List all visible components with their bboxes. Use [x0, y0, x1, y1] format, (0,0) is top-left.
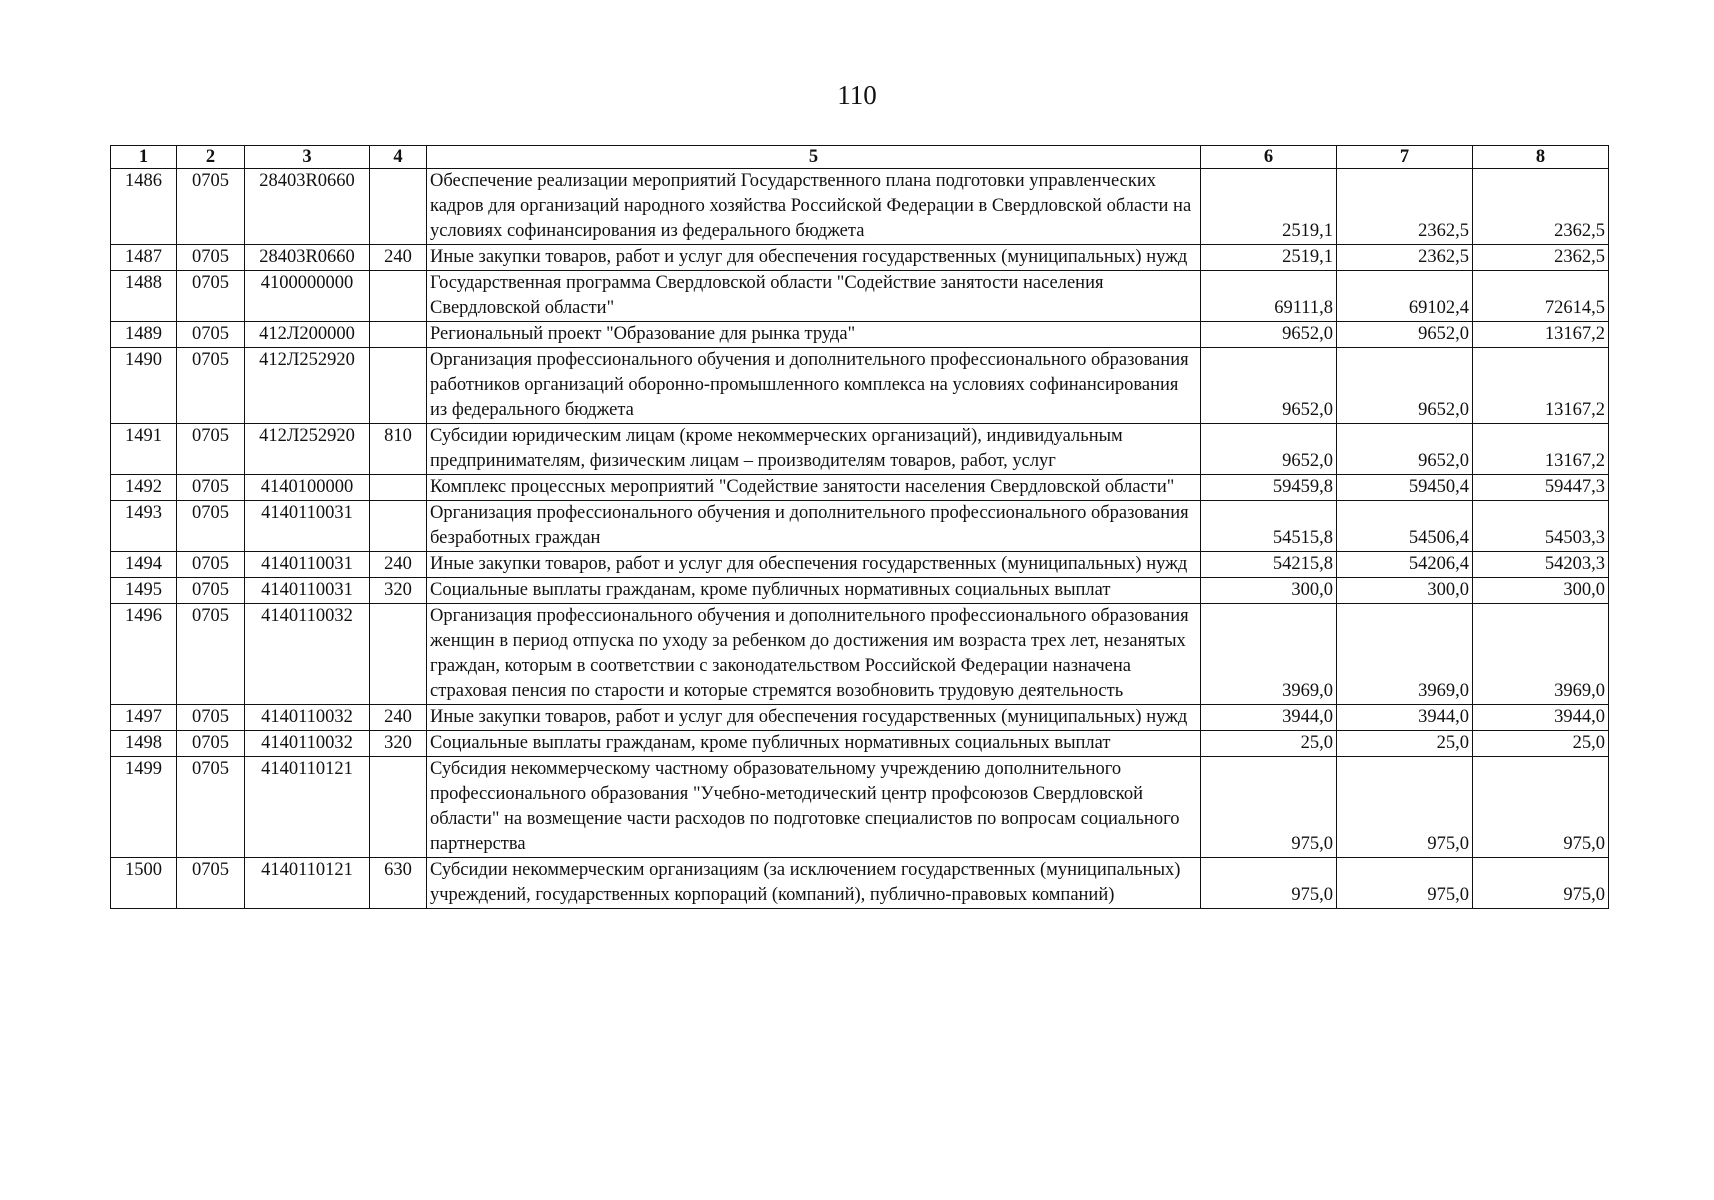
expense-type-code [370, 348, 427, 424]
row-description: Иные закупки товаров, работ и услуг для обеспечения государственных (муниципальных) нужд [427, 552, 1201, 578]
expense-type-code [370, 501, 427, 552]
row-description: Социальные выплаты гражданам, кроме публичных нормативных социальных выплат [427, 731, 1201, 757]
section-code: 0705 [177, 322, 245, 348]
target-article-code: 4140110032 [245, 604, 370, 705]
amount-col-8: 2362,5 [1473, 245, 1609, 271]
table-row [111, 731, 1609, 757]
amount-col-6: 54215,8 [1201, 552, 1337, 578]
amount-col-7: 2362,5 [1337, 169, 1473, 245]
amount-col-7: 300,0 [1337, 578, 1473, 604]
amount-col-6: 975,0 [1201, 858, 1337, 909]
row-description: Региональный проект "Образование для рынка труда" [427, 322, 1201, 348]
amount-col-7: 975,0 [1337, 757, 1473, 858]
amount-col-8: 59447,3 [1473, 475, 1609, 501]
budget-table [110, 145, 1609, 909]
row-number: 1497 [111, 705, 177, 731]
row-number: 1499 [111, 757, 177, 858]
row-description: Организация профессионального обучения и дополнительного профессионального образования безработных граждан [427, 501, 1201, 552]
expense-type-code: 320 [370, 578, 427, 604]
target-article-code: 28403R0660 [245, 169, 370, 245]
amount-col-8: 300,0 [1473, 578, 1609, 604]
amount-col-8: 975,0 [1473, 757, 1609, 858]
table-row [111, 475, 1609, 501]
expense-type-code [370, 169, 427, 245]
row-description: Государственная программа Свердловской области "Содействие занятости населения Свердловской области" [427, 271, 1201, 322]
target-article-code: 412Л252920 [245, 424, 370, 475]
row-description: Комплекс процессных мероприятий "Содействие занятости населения Свердловской области" [427, 475, 1201, 501]
row-number: 1494 [111, 552, 177, 578]
expense-type-code [370, 322, 427, 348]
amount-col-8: 3969,0 [1473, 604, 1609, 705]
column-header-8: 8 [1473, 146, 1609, 169]
amount-col-8: 54503,3 [1473, 501, 1609, 552]
column-header-7: 7 [1337, 146, 1473, 169]
section-code: 0705 [177, 169, 245, 245]
table-row [111, 424, 1609, 475]
amount-col-8: 13167,2 [1473, 348, 1609, 424]
expense-type-code [370, 757, 427, 858]
section-code: 0705 [177, 501, 245, 552]
table-row [111, 858, 1609, 909]
section-code: 0705 [177, 424, 245, 475]
target-article-code: 412Л252920 [245, 348, 370, 424]
row-description: Обеспечение реализации мероприятий Государственного плана подготовки управленческих кадров для организаций народного хозяйства Российской Федерации в Свердловской области на условиях софинансирования из федерального бюджета [427, 169, 1201, 245]
section-code: 0705 [177, 731, 245, 757]
amount-col-6: 9652,0 [1201, 322, 1337, 348]
target-article-code: 4140110031 [245, 552, 370, 578]
section-code: 0705 [177, 475, 245, 501]
amount-col-8: 3944,0 [1473, 705, 1609, 731]
amount-col-6: 2519,1 [1201, 245, 1337, 271]
row-number: 1488 [111, 271, 177, 322]
table-row [111, 604, 1609, 705]
header-row [111, 146, 1609, 169]
section-code: 0705 [177, 705, 245, 731]
row-number: 1490 [111, 348, 177, 424]
row-number: 1486 [111, 169, 177, 245]
amount-col-8: 975,0 [1473, 858, 1609, 909]
table-header [111, 146, 1609, 169]
amount-col-8: 13167,2 [1473, 322, 1609, 348]
amount-col-6: 25,0 [1201, 731, 1337, 757]
column-header-1: 1 [111, 146, 177, 169]
expense-type-code: 240 [370, 245, 427, 271]
amount-col-7: 9652,0 [1337, 348, 1473, 424]
target-article-code: 4140110032 [245, 705, 370, 731]
target-article-code: 4140110031 [245, 501, 370, 552]
amount-col-6: 9652,0 [1201, 424, 1337, 475]
page-number: 110 [837, 80, 877, 110]
amount-col-8: 13167,2 [1473, 424, 1609, 475]
section-code: 0705 [177, 604, 245, 705]
row-description: Иные закупки товаров, работ и услуг для обеспечения государственных (муниципальных) нужд [427, 705, 1201, 731]
amount-col-7: 3969,0 [1337, 604, 1473, 705]
table-row [111, 271, 1609, 322]
section-code: 0705 [177, 757, 245, 858]
expense-type-code: 240 [370, 705, 427, 731]
amount-col-7: 2362,5 [1337, 245, 1473, 271]
amount-col-6: 69111,8 [1201, 271, 1337, 322]
amount-col-8: 2362,5 [1473, 169, 1609, 245]
amount-col-7: 975,0 [1337, 858, 1473, 909]
column-header-5: 5 [427, 146, 1201, 169]
row-description: Организация профессионального обучения и дополнительного профессионального образования женщин в период отпуска по уходу за ребенком до достижения им возраста трех лет, незанятых граждан, которым в соответствии с законодательством Российской Федерации назначена страховая пенсия по старости и которые стремятся возобновить трудовую деятельность [427, 604, 1201, 705]
row-description: Субсидии некоммерческим организациям (за исключением государственных (муниципальных) учреждений, государственных корпораций (компаний), публично-правовых компаний) [427, 858, 1201, 909]
amount-col-6: 3944,0 [1201, 705, 1337, 731]
target-article-code: 4100000000 [245, 271, 370, 322]
amount-col-6: 300,0 [1201, 578, 1337, 604]
row-number: 1500 [111, 858, 177, 909]
expense-type-code: 810 [370, 424, 427, 475]
target-article-code: 412Л200000 [245, 322, 370, 348]
amount-col-6: 2519,1 [1201, 169, 1337, 245]
row-number: 1495 [111, 578, 177, 604]
column-header-2: 2 [177, 146, 245, 169]
amount-col-6: 9652,0 [1201, 348, 1337, 424]
amount-col-6: 975,0 [1201, 757, 1337, 858]
target-article-code: 28403R0660 [245, 245, 370, 271]
row-number: 1487 [111, 245, 177, 271]
amount-col-7: 54206,4 [1337, 552, 1473, 578]
amount-col-8: 25,0 [1473, 731, 1609, 757]
target-article-code: 4140110121 [245, 757, 370, 858]
amount-col-7: 25,0 [1337, 731, 1473, 757]
table-row [111, 169, 1609, 245]
table-row [111, 757, 1609, 858]
table-row [111, 705, 1609, 731]
table-row [111, 578, 1609, 604]
table-row [111, 322, 1609, 348]
column-header-3: 3 [245, 146, 370, 169]
section-code: 0705 [177, 348, 245, 424]
table-row [111, 245, 1609, 271]
amount-col-6: 59459,8 [1201, 475, 1337, 501]
column-header-4: 4 [370, 146, 427, 169]
row-description: Организация профессионального обучения и дополнительного профессионального образования работников организаций оборонно-промышленного комплекса на условиях софинансирования из федерального бюджета [427, 348, 1201, 424]
row-number: 1489 [111, 322, 177, 348]
amount-col-6: 3969,0 [1201, 604, 1337, 705]
amount-col-7: 54506,4 [1337, 501, 1473, 552]
table-row [111, 552, 1609, 578]
amount-col-6: 54515,8 [1201, 501, 1337, 552]
row-description: Иные закупки товаров, работ и услуг для обеспечения государственных (муниципальных) нужд [427, 245, 1201, 271]
row-description: Субсидии юридическим лицам (кроме некоммерческих организаций), индивидуальным предпринимателям, физическим лицам – производителям товаров, работ, услуг [427, 424, 1201, 475]
expense-type-code [370, 475, 427, 501]
row-number: 1492 [111, 475, 177, 501]
expense-type-code [370, 604, 427, 705]
amount-col-8: 72614,5 [1473, 271, 1609, 322]
target-article-code: 4140110121 [245, 858, 370, 909]
target-article-code: 4140110031 [245, 578, 370, 604]
expense-type-code [370, 271, 427, 322]
amount-col-7: 9652,0 [1337, 424, 1473, 475]
row-number: 1498 [111, 731, 177, 757]
amount-col-7: 59450,4 [1337, 475, 1473, 501]
row-number: 1496 [111, 604, 177, 705]
amount-col-7: 69102,4 [1337, 271, 1473, 322]
row-description: Субсидия некоммерческому частному образовательному учреждению дополнительного профессионального образования "Учебно-методический центр профсоюзов Свердловской области" на возмещение части расходов по подготовке специалистов по вопросам социального партнерства [427, 757, 1201, 858]
expense-type-code: 240 [370, 552, 427, 578]
amount-col-7: 3944,0 [1337, 705, 1473, 731]
table-body [111, 169, 1609, 909]
target-article-code: 4140100000 [245, 475, 370, 501]
section-code: 0705 [177, 552, 245, 578]
expense-type-code: 630 [370, 858, 427, 909]
expense-type-code: 320 [370, 731, 427, 757]
section-code: 0705 [177, 245, 245, 271]
section-code: 0705 [177, 858, 245, 909]
section-code: 0705 [177, 578, 245, 604]
target-article-code: 4140110032 [245, 731, 370, 757]
section-code: 0705 [177, 271, 245, 322]
row-number: 1491 [111, 424, 177, 475]
table-row [111, 348, 1609, 424]
table-row [111, 501, 1609, 552]
amount-col-8: 54203,3 [1473, 552, 1609, 578]
column-header-6: 6 [1201, 146, 1337, 169]
row-number: 1493 [111, 501, 177, 552]
row-description: Социальные выплаты гражданам, кроме публичных нормативных социальных выплат [427, 578, 1201, 604]
amount-col-7: 9652,0 [1337, 322, 1473, 348]
